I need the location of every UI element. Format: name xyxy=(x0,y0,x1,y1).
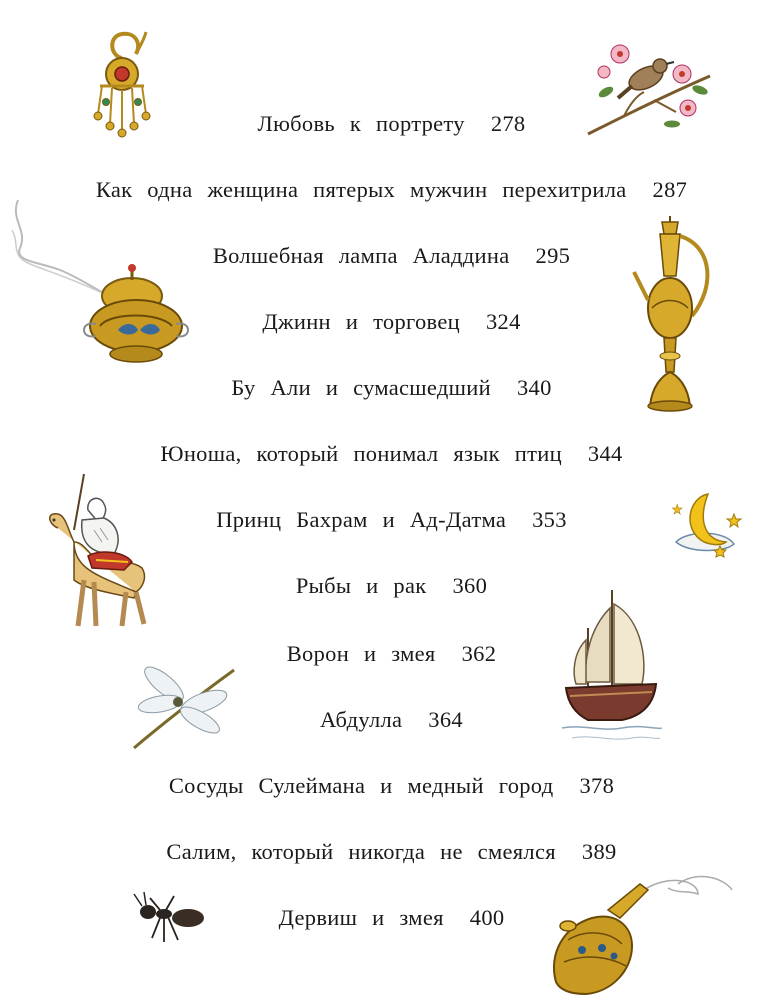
ant-icon xyxy=(130,890,210,950)
toc-page-number: 287 xyxy=(652,177,688,202)
sailing-ship-icon xyxy=(562,588,662,748)
toc-entry[interactable] xyxy=(0,440,783,468)
toc-entry[interactable] xyxy=(0,838,783,866)
toc-title: Сосуды Сулеймана и медный город xyxy=(168,773,554,798)
toc-entry[interactable] xyxy=(0,772,783,800)
toc-page-number: 324 xyxy=(485,309,521,334)
toc-page-number: 360 xyxy=(452,573,488,598)
toc-title: Салим, который никогда не смеялся xyxy=(166,839,556,864)
toc-title: Любовь к портрету xyxy=(257,111,465,136)
toc-page-number: 353 xyxy=(532,507,567,532)
incense-burner-icon xyxy=(0,200,190,370)
golden-ewer-icon xyxy=(632,216,722,416)
toc-title: Джинн и торговец xyxy=(262,309,460,334)
toc-page-number: 400 xyxy=(469,905,505,930)
toc-title: Юноша, который понимал язык птиц xyxy=(160,441,562,466)
toc-page-number: 389 xyxy=(581,839,617,864)
toc-page-number: 295 xyxy=(535,243,571,268)
dragonfly-icon xyxy=(130,656,240,756)
toc-title: Дервиш и змея xyxy=(278,905,444,930)
toc-title: Ворон и змея xyxy=(286,641,436,666)
toc-title: Рыбы и рак xyxy=(295,573,427,598)
toc-page-number: 362 xyxy=(461,641,497,666)
toc-page-number: 364 xyxy=(428,707,463,732)
toc-page-number: 278 xyxy=(490,111,526,136)
toc-title: Принц Бахрам и Ад-Датма xyxy=(216,507,507,532)
bird-on-branch-icon xyxy=(584,36,714,136)
toc-page-number: 344 xyxy=(587,441,623,466)
toc-title: Абдулла xyxy=(320,707,403,732)
toc-entry[interactable] xyxy=(0,640,783,668)
toc-title: Бу Али и сумасшедший xyxy=(231,375,491,400)
toc-title: Как одна женщина пятерых мужчин перехитрила xyxy=(95,177,627,202)
toc-title: Волшебная лампа Аладдина xyxy=(212,243,510,268)
camel-rider-icon xyxy=(44,470,154,630)
toc-page-number: 378 xyxy=(579,773,615,798)
crescent-moon-icon xyxy=(664,490,744,560)
toc-page-number: 340 xyxy=(516,375,552,400)
golden-earring-icon xyxy=(82,28,162,138)
toc-entry[interactable] xyxy=(0,706,783,734)
oil-lamp-icon xyxy=(548,870,738,995)
